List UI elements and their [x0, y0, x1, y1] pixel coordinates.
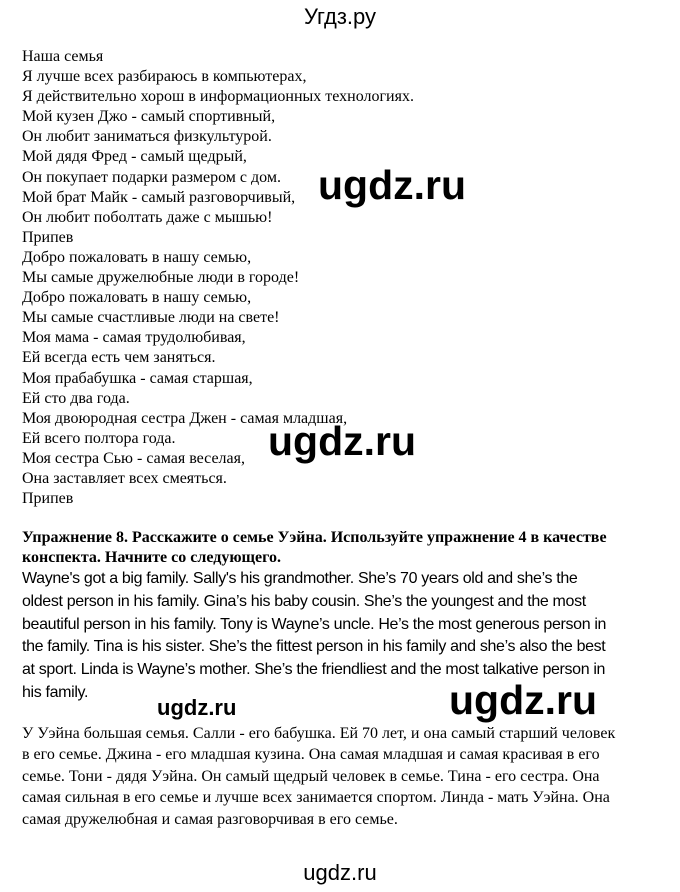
watermark: ugdz.ru [157, 695, 237, 720]
poem-line: Он покупает подарки размером с дом. [22, 168, 281, 186]
poem-line: Наша семья [22, 48, 104, 65]
poem-line: Я действительно хорош в информационных технологиях. [22, 88, 414, 106]
poem-line: Припев [22, 228, 74, 246]
poem-line: Мы самые счастливые люди на свете! [22, 309, 280, 327]
watermark: ugdz.ru [268, 418, 417, 464]
poem-line: Припев [22, 490, 74, 508]
poem-line: Ей всегда есть чем заняться. [22, 349, 216, 367]
poem-line: Мы самые дружелюбные люди в городе! [22, 269, 300, 287]
watermark: ugdz.ru [449, 677, 598, 723]
watermark: ugdz.ru [318, 162, 467, 208]
poem-line: Она заставляет всех смеяться. [22, 469, 227, 487]
poem-line: Он любит заниматься физкультурой. [22, 128, 272, 146]
poem-line: Ей сто два года. [22, 389, 130, 407]
english-answer-text: Wayne's got a big family. Sally's his grandmother. She’s 70 years old and she’s the oldest person in his family. Gina’s his baby cousin. She’s the youngest and the most beautiful person in his family. Tony is Wayne’s uncle. He’s the most generous person in the family. Tina is his sister. She’s the fittest person in his family and she’s also the best at sport. Linda is Wayne’s mother. She’s the friendliest and the most talkative person in his family. [22, 570, 607, 701]
poem-line: Мой кузен Джо - самый спортивный, [22, 108, 276, 126]
poem-line: Он любит поболтать даже с мышью! [22, 208, 273, 226]
poem-line: Добро пожаловать в нашу семью, [22, 289, 252, 307]
poem-line: Ей всего полтора года. [22, 429, 176, 447]
poem-line: Моя сестра Сью - самая веселая, [22, 449, 245, 467]
poem-line: Моя мама - самая трудолюбивая, [22, 329, 246, 347]
poem-line: Я лучше всех разбираюсь в компьютерах, [22, 68, 307, 86]
poem-line: Моя двоюродная сестра Джен - самая младшая, [22, 409, 348, 427]
poem-line: Моя прабабушка - самая старшая, [22, 369, 253, 387]
site-title: Угдз.ру [303, 4, 377, 29]
poem-line: Мой брат Майк - самый разговорчивый, [22, 188, 296, 206]
russian-translation-text: У Уэйна большая семья. Салли - его бабушка. Ей 70 лет, и она самый старший человек в его семье. Джина - его младшая кузина. Она самая младшая и самая красивая в его семье. Тони - дядя Уэйна. Он самый щедрый человек в семье. Тина - его сестра. Она самая сильная в его семье и лучше всех занимается спортом. Линда - мать Уэйна. Она самая дружелюбная и самая разговорчивая в его семье. [22, 725, 616, 828]
poem-line: Добро пожаловать в нашу семью, [22, 248, 252, 266]
exercise-heading: Упражнение 8. Расскажите о семье Уэйна. Используйте упражнение 4 в качестве конспекта. Начните со следующего. [22, 529, 607, 566]
poem-line: Мой дядя Фред - самый щедрый, [22, 148, 247, 166]
footer-watermark: ugdz.ru [303, 860, 377, 885]
